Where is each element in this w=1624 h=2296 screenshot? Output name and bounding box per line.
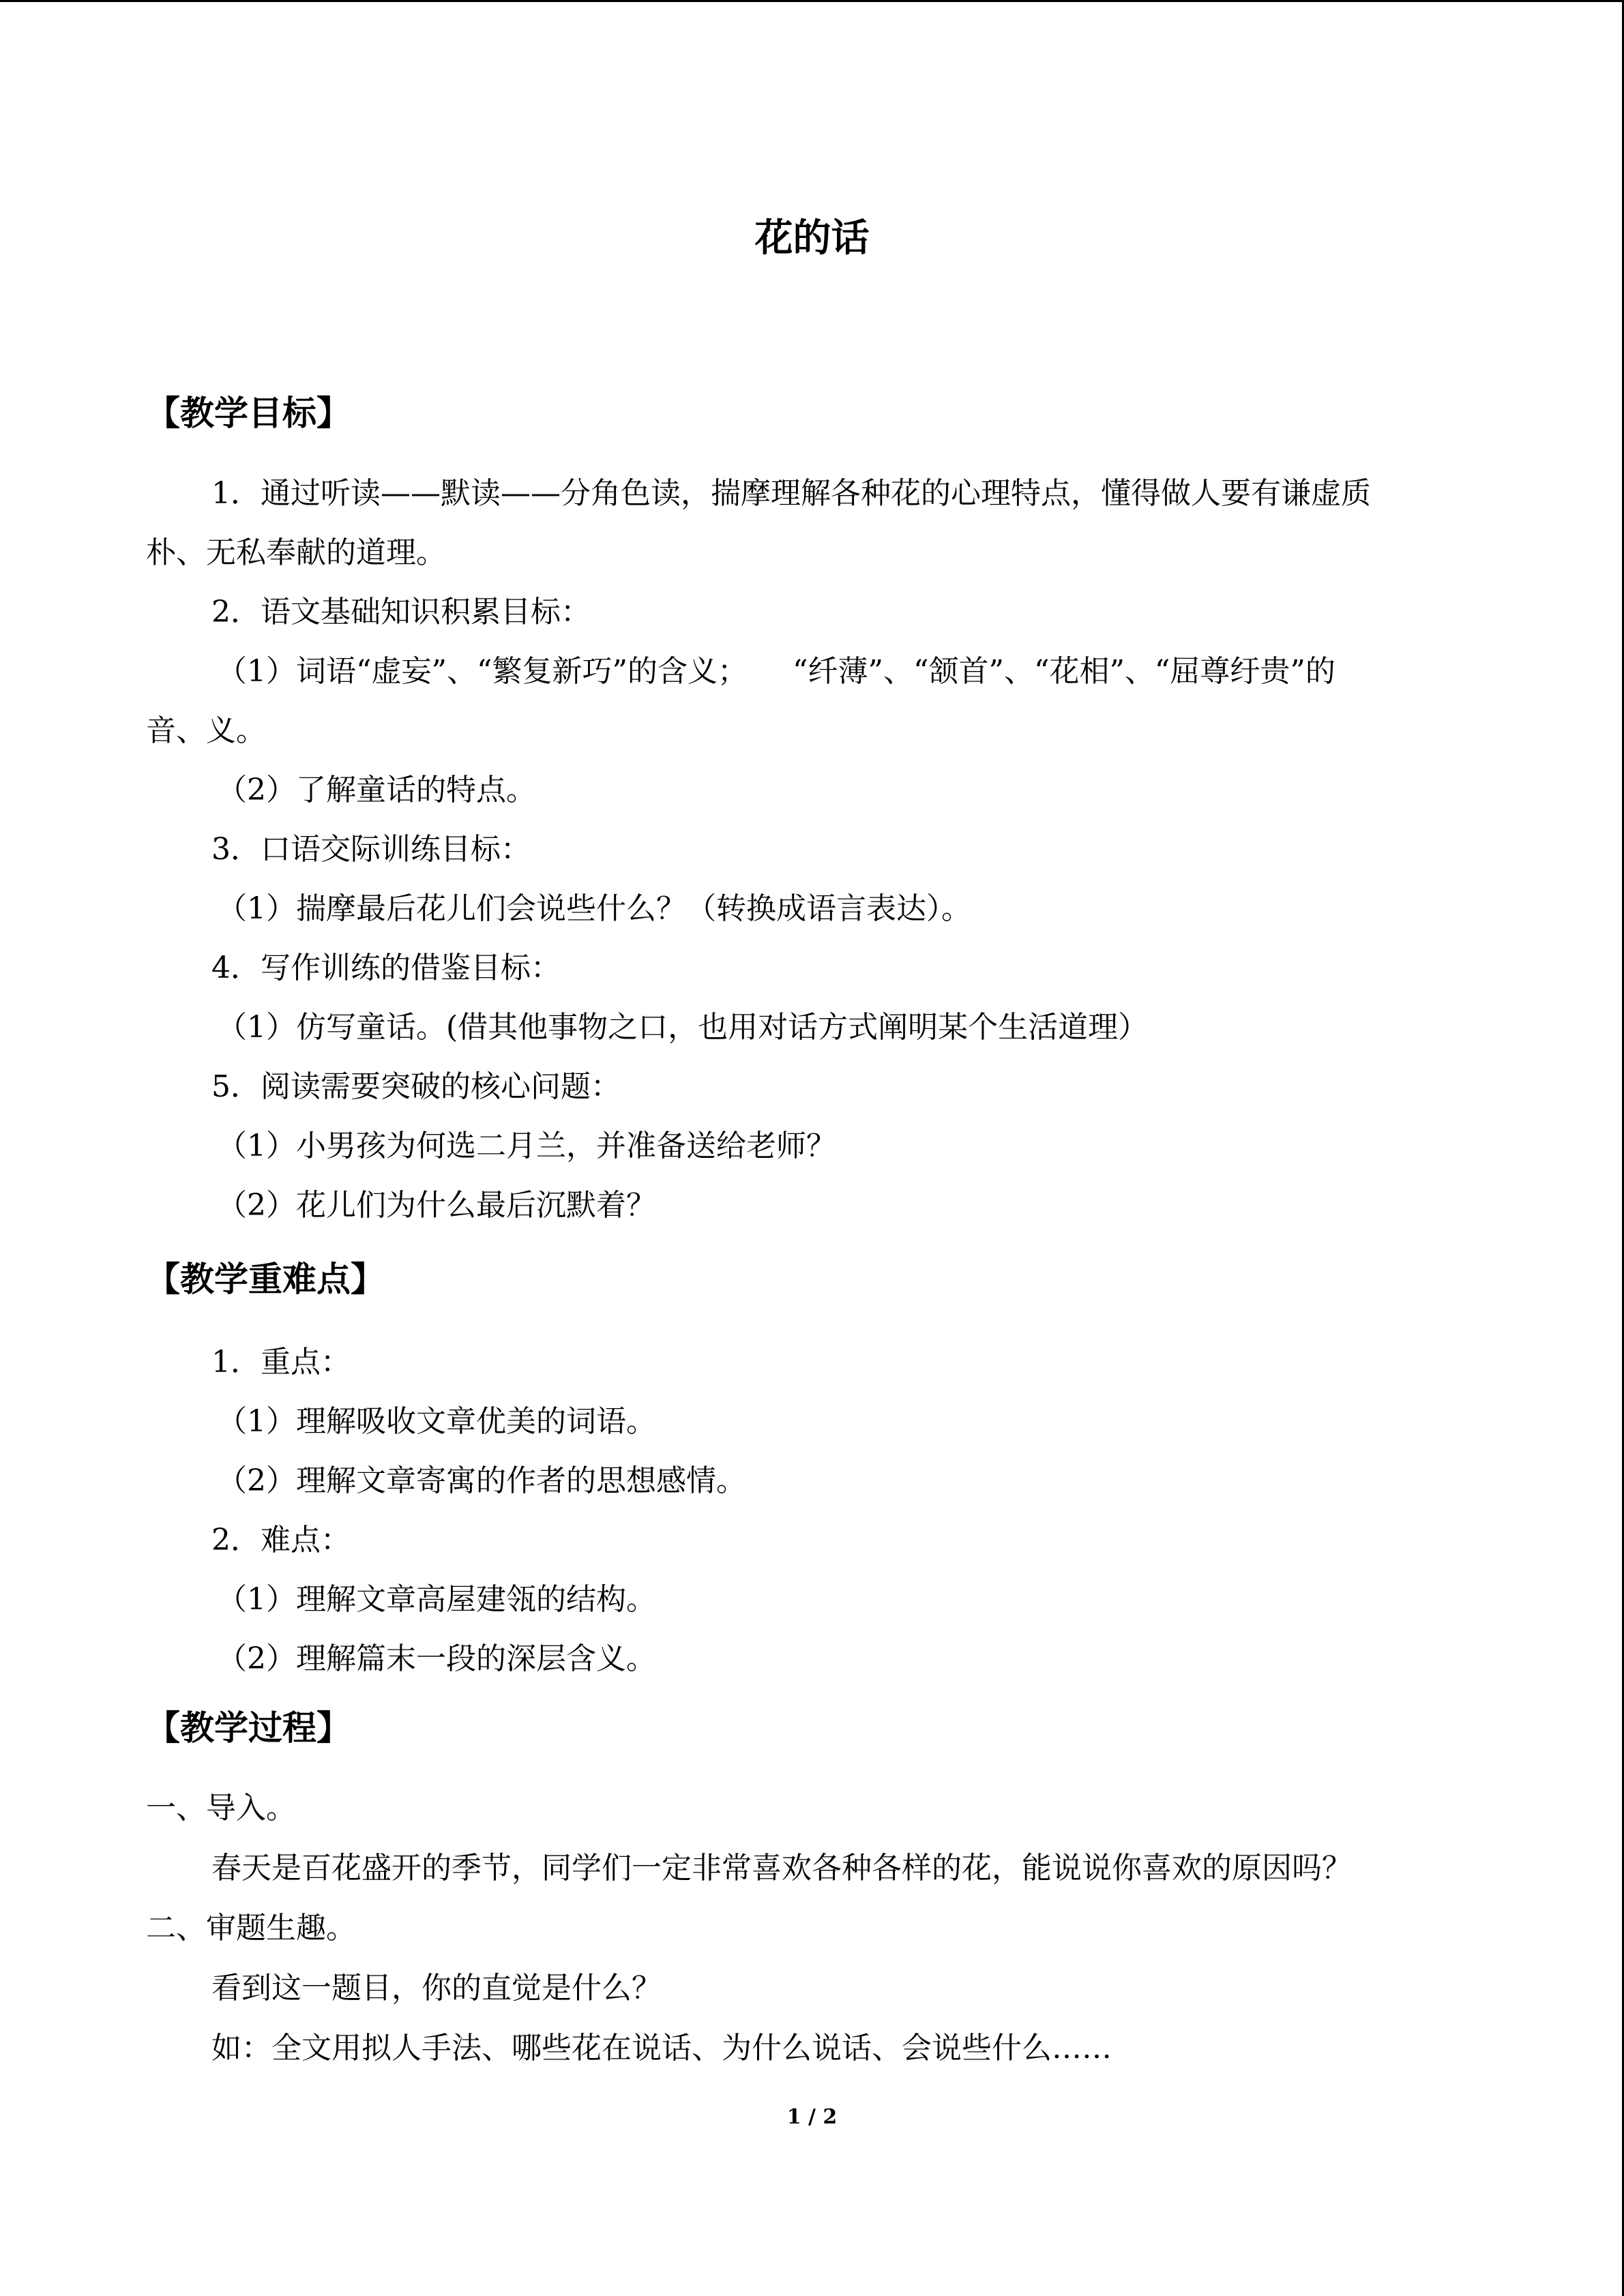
section-heading-process: 【教学过程】 bbox=[146, 1708, 351, 1748]
objective-line: （1）揣摩最后花儿们会说些什么？（转换成语言表达）。 bbox=[217, 891, 971, 926]
process-line: 看到这一题目，你的直觉是什么？ bbox=[211, 1971, 662, 2006]
key-point-line: （2）理解篇末一段的深层含义。 bbox=[217, 1641, 656, 1676]
objective-line: （1）小男孩为何选二月兰，并准备送给老师？ bbox=[217, 1129, 836, 1163]
objective-line: （1）仿写童话。(借其他事物之口，也用对话方式阐明某个生活道理） bbox=[217, 1010, 1149, 1045]
key-point-line: （2）理解文章寄寓的作者的思想感情。 bbox=[217, 1463, 746, 1498]
objective-line: （1）词语“虚妄”、“繁复新巧”的含义； “纤薄”、“颔首”、“花相”、“屈尊纡贵”的 bbox=[217, 654, 1335, 689]
process-line: 一、导入。 bbox=[146, 1791, 296, 1825]
process-line: 二、审题生趣。 bbox=[146, 1911, 356, 1945]
objective-line: 朴、无私奉献的道理。 bbox=[146, 535, 446, 570]
objective-line: （2）花儿们为什么最后沉默着？ bbox=[217, 1188, 656, 1223]
objective-line: 4．写作训练的借鉴目标： bbox=[211, 951, 561, 985]
section-heading-objectives: 【教学目标】 bbox=[146, 393, 351, 433]
key-point-line: （1）理解吸收文章优美的词语。 bbox=[217, 1404, 656, 1439]
key-point-line: （1）理解文章高屋建瓴的结构。 bbox=[217, 1582, 656, 1617]
document-title: 花的话 bbox=[754, 216, 870, 260]
objective-line: 5．阅读需要突破的核心问题： bbox=[211, 1069, 621, 1104]
objective-line: 2．语文基础知识积累目标： bbox=[211, 595, 591, 629]
page-border-top bbox=[0, 0, 1624, 2]
section-heading-key-points: 【教学重难点】 bbox=[146, 1259, 385, 1299]
page-number: 1 / 2 bbox=[786, 2105, 838, 2129]
objective-line: （2）了解童话的特点。 bbox=[217, 773, 536, 807]
objective-line: 1．通过听读——默读——分角色读，揣摩理解各种花的心理特点，懂得做人要有谦虚质 bbox=[211, 476, 1371, 511]
key-point-line: 2．难点： bbox=[211, 1523, 351, 1557]
key-point-line: 1．重点： bbox=[211, 1345, 351, 1380]
objective-line: 音、义。 bbox=[146, 713, 266, 748]
process-line: 春天是百花盛开的季节，同学们一定非常喜欢各种各样的花，能说说你喜欢的原因吗？ bbox=[211, 1851, 1352, 1885]
process-line: 如：全文用拟人手法、哪些花在说话、为什么说话、会说些什么…… bbox=[211, 2031, 1112, 2066]
objective-line: 3．口语交际训练目标： bbox=[211, 832, 531, 867]
